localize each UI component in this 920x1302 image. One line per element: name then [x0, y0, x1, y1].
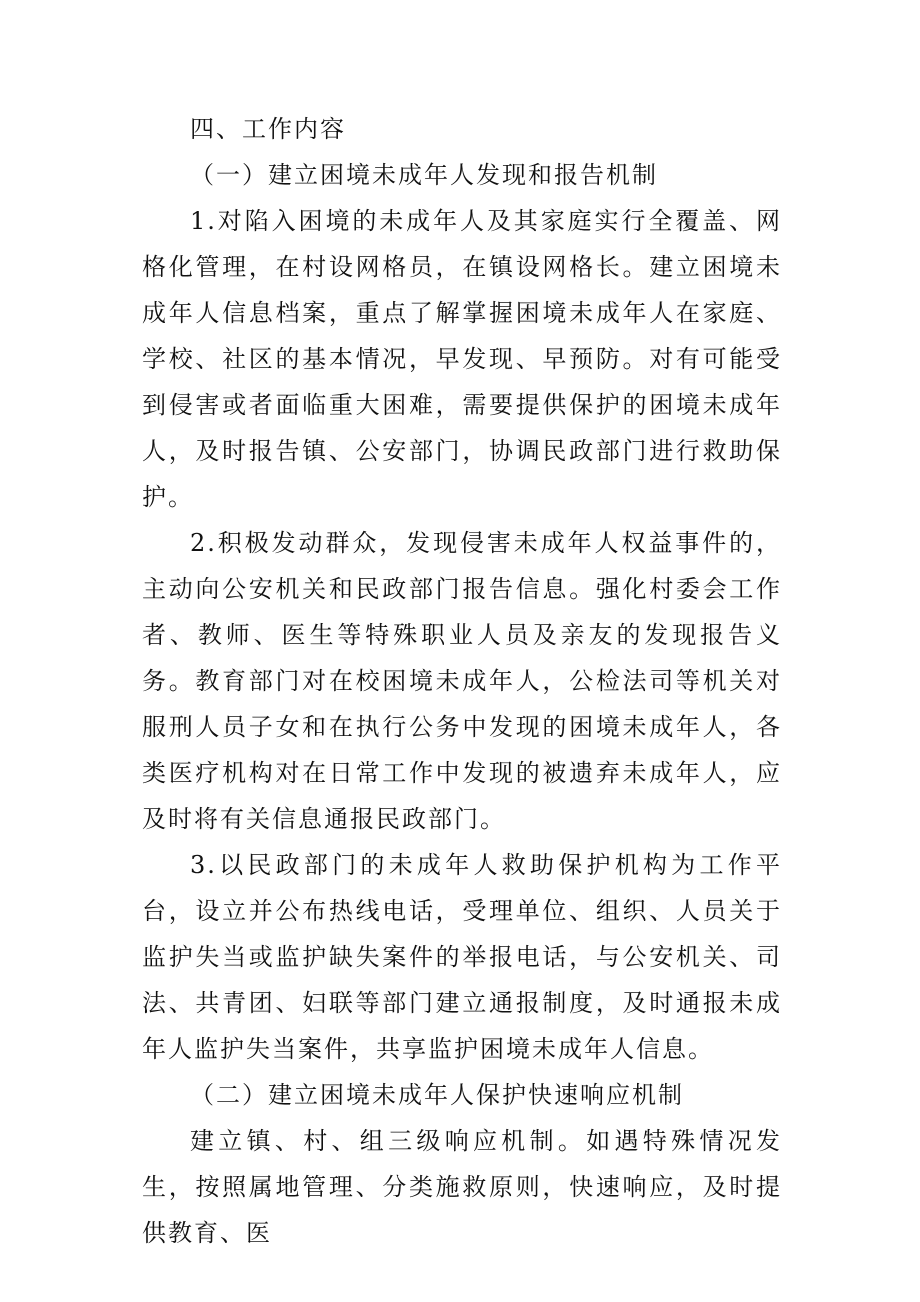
paragraph-1: 1.对陷入困境的未成年人及其家庭实行全覆盖、网格化管理，在村设网格员，在镇设网格长。建立困境未成年人信息档案，重点了解掌握困境未成年人在家庭、学校、社区的基本情况，早发现、早预防。对有可能受到侵害或者面临重大困难，需要提供保护的困境未成年人，及时报告镇、公安部门，协调民政部门进行救助保护。 [142, 207, 782, 511]
document-body [142, 106, 782, 1256]
subsection-heading-2: （二）建立困境未成年人保护快速响应机制 [190, 1081, 684, 1109]
paragraph-2: 2.积极发动群众，发现侵害未成年人权益事件的，主动向公安机关和民政部门报告信息。强化村委会工作者、教师、医生等特殊职业人员及亲友的发现报告义务。教育部门对在校困境未成年人，公检法司等机关对服刑人员子女和在执行公务中发现的困境未成年人，各类医疗机构对在日常工作中发现的被遗弃未成年人，应及时将有关信息通报民政部门。 [142, 529, 782, 833]
paragraph-3: 3.以民政部门的未成年人救助保护机构为工作平台，设立并公布热线电话，受理单位、组织、人员关于监护失当或监护缺失案件的举报电话，与公安机关、司法、共青团、妇联等部门建立通报制度，及时通报未成年人监护失当案件，共享监护困境未成年人信息。 [142, 851, 782, 1063]
section-heading: 四、工作内容 [190, 115, 346, 143]
subsection-heading-1: （一）建立困境未成年人发现和报告机制 [190, 161, 658, 189]
paragraph-4: 建立镇、村、组三级响应机制。如遇特殊情况发生，按照属地管理、分类施救原则，快速响应，及时提供教育、医 [142, 1127, 782, 1247]
